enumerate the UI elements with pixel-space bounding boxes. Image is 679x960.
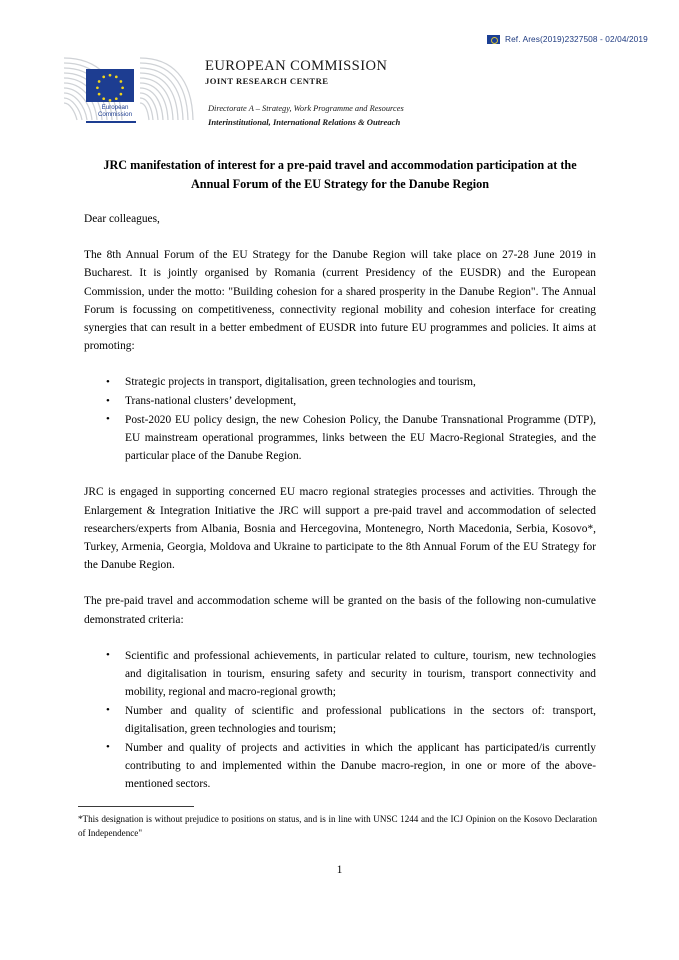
letterhead xyxy=(0,56,679,136)
bullet-list-criteria xyxy=(84,647,596,794)
document-title xyxy=(85,156,595,194)
list-item: • Trans-national clusters’ development, xyxy=(125,392,596,410)
list-item: • Number and quality of projects and activities in which the applicant has participated/is currently contributing to and implemented within the Danube macro-region, in one or more of the above-mentioned sectors. xyxy=(125,739,596,794)
bullet-list-promoting xyxy=(84,373,596,465)
logo-underline xyxy=(86,121,136,123)
list-item: • Number and quality of scientific and professional publications in the sectors of: transport, digitalisation, green technologies and tourism; xyxy=(125,702,596,738)
directorate-line-1: Directorate A – Strategy, Work Programme and Resources xyxy=(208,104,404,113)
paragraph-jrc-support: JRC is engaged in supporting concerned EU macro regional strategies processes and activities. Through the Enlargement & Integration Initiative the JRC will support a pre-paid travel and accommodation of selected researchers/experts from Albania, Bosnia and Hercegovina, Montenegro, North Macedonia, Serbia, Kosovo*, Turkey, Armenia, Georgia, Moldova and Ukraine to participate to the 8th Annual Forum of the EU Strategy for the Danube Region. xyxy=(84,486,596,572)
logo-caption-line1: European xyxy=(101,104,129,111)
directorate-line-2: Interinstitutional, International Relations & Outreach xyxy=(208,117,401,127)
document-title-line-1: JRC manifestation of interest for a pre-paid travel and accommodation participation xyxy=(103,158,545,172)
eu-flag-graphic xyxy=(86,69,134,102)
document-title-line-2: at the Annual Forum of the EU Strategy for the Danube Region xyxy=(190,158,577,191)
list-item: • Scientific and professional achievements, in particular related to culture, tourism, new technologies and digitalisation in tourism, ensuring safety and security in tourism, transport connectivity and mobility, regional and macro-regional growth; xyxy=(125,647,596,702)
logo-caption xyxy=(86,104,144,119)
salutation: Dear colleagues, xyxy=(84,213,160,225)
european-commission-logo xyxy=(62,56,194,134)
paragraph-criteria-intro: The pre-paid travel and accommodation scheme will be granted on the basis of the following non-cumulative demonstrated criteria: xyxy=(84,595,596,626)
organisation-subunit: JOINT RESEARCH CENTRE xyxy=(205,76,329,86)
footnote-text: *This designation is without prejudice to positions on status, and is in line with UNSC 1244 and the ICJ Opinion on the Kosovo Declaration of Independence" xyxy=(78,814,597,839)
ares-registration-stamp xyxy=(487,34,648,44)
page-number: 1 xyxy=(336,864,343,876)
organisation-name: EUROPEAN COMMISSION xyxy=(205,58,388,74)
eu-stars-icon xyxy=(86,69,134,102)
logo-caption-line2: Commission xyxy=(97,111,133,119)
document-body xyxy=(84,210,596,811)
paragraph-forum-intro: The 8th Annual Forum of the EU Strategy for the Danube Region will take place on 27-28 June 2019 in Bucharest. It is jointly organised by Romania (current Presidency of the EUSDR) and the European Commission, under the motto: "Building cohesion for a shared prosperity in the Danube Region". The Annual Forum is focussing on competitiveness, connectivity regional mobility and cohesion interface for creating synergies that can result in a better embedment of EUSDR into future EU programmes and policies. It aims at promoting: xyxy=(84,249,596,353)
eu-flag-icon xyxy=(487,35,500,44)
list-item: • Strategic projects in transport, digitalisation, green technologies and tourism, xyxy=(125,373,596,391)
ares-reference-text: Ref. Ares(2019)2327508 - 02/04/2019 xyxy=(505,34,648,44)
footnote-separator xyxy=(78,806,194,807)
list-item: • Post-2020 EU policy design, the new Cohesion Policy, the Danube Transnational Programme (DTP), EU mainstream operational programmes, links between the EU Macro-Regional Strategies, and the particular place of the Danube Region. xyxy=(125,411,596,466)
